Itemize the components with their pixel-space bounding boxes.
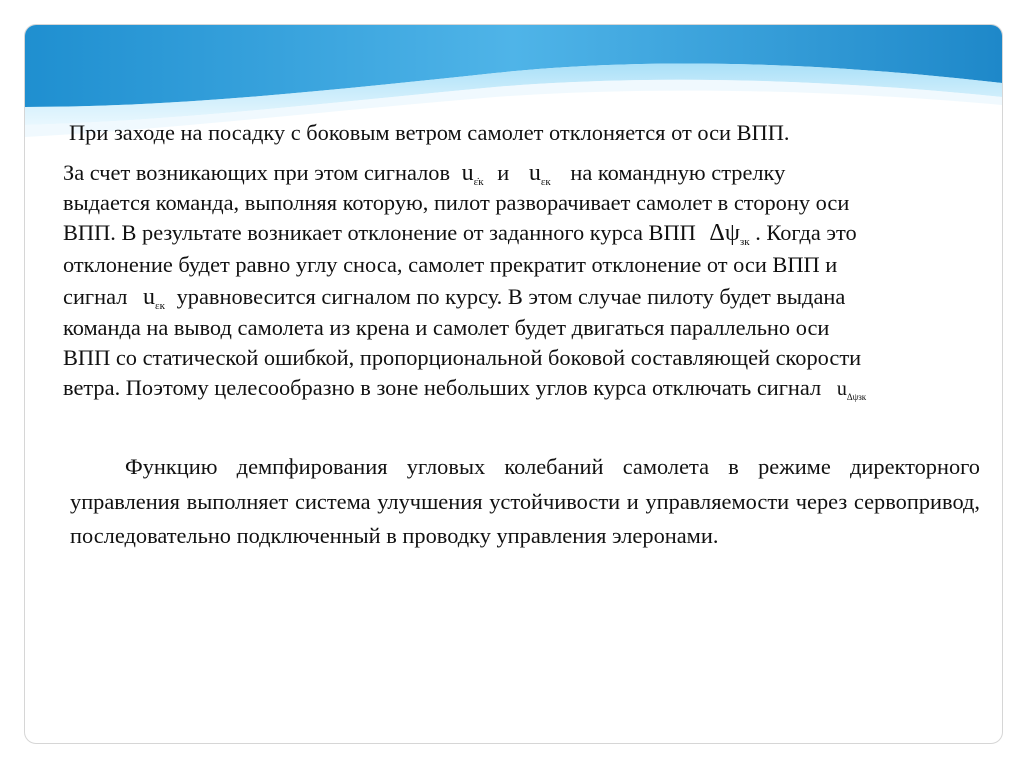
text: ВПП. В результате возникает отклонение от заданного курса ВПП (63, 220, 696, 245)
text: При заходе на посадку с боковым ветром самолет отклоняется от оси ВПП. (69, 120, 790, 145)
formula-u-delta-psi-zk: $u_{\Delta\psi зк}$ (836, 378, 867, 402)
paragraph-2: Функцию демпфирования угловых колебаний самолета в режиме директорного управления выполняет система улучшения устойчивости и управляемости через сервопривод, последовательно подключенный в проводку управления элеронами. (70, 454, 980, 548)
formula-u-epsilon-dot-k: $u_{\varepsiloṅк}$ (461, 160, 484, 188)
text: отклонение будет равно углу сноса, самолет прекратит отклонение от оси ВПП и (63, 252, 838, 277)
text-line-5 (63, 250, 983, 280)
formula-u-epsilon-k: $u_{\varepsilon к}$ (528, 160, 551, 188)
text: . Когда это (755, 220, 857, 245)
text-line-3 (63, 188, 983, 218)
text: сигнал (63, 284, 128, 309)
text: выдается команда, выполняя которую, пилот разворачивает самолет в сторону оси (63, 190, 850, 215)
text-line-9 (63, 373, 983, 412)
text: уравновесится сигналом по курсу. В этом случае пилоту будет выдана (176, 284, 846, 309)
text: ВПП со статической ошибкой, пропорциональной боковой составляющей скорости (63, 345, 862, 370)
text-line-8 (63, 343, 983, 373)
formula-u-epsilon-k-2: $u_{\varepsilon к}$ (143, 284, 165, 312)
slide (24, 24, 1003, 744)
text-line-1 (69, 118, 989, 148)
text: команда на вывод самолета из крена и самолет будет двигаться параллельно оси (63, 315, 830, 340)
text: и (497, 160, 510, 185)
formula-delta-psi-zk: $\Delta\psi_{зк}$ (709, 220, 750, 248)
text: За счет возникающих при этом сигналов (63, 160, 451, 185)
text-line-7 (63, 313, 983, 343)
text: ветра. Поэтому целесообразно в зоне небольших углов курса отключать сигнал (63, 375, 822, 400)
text: на командную стрелку (570, 160, 786, 185)
